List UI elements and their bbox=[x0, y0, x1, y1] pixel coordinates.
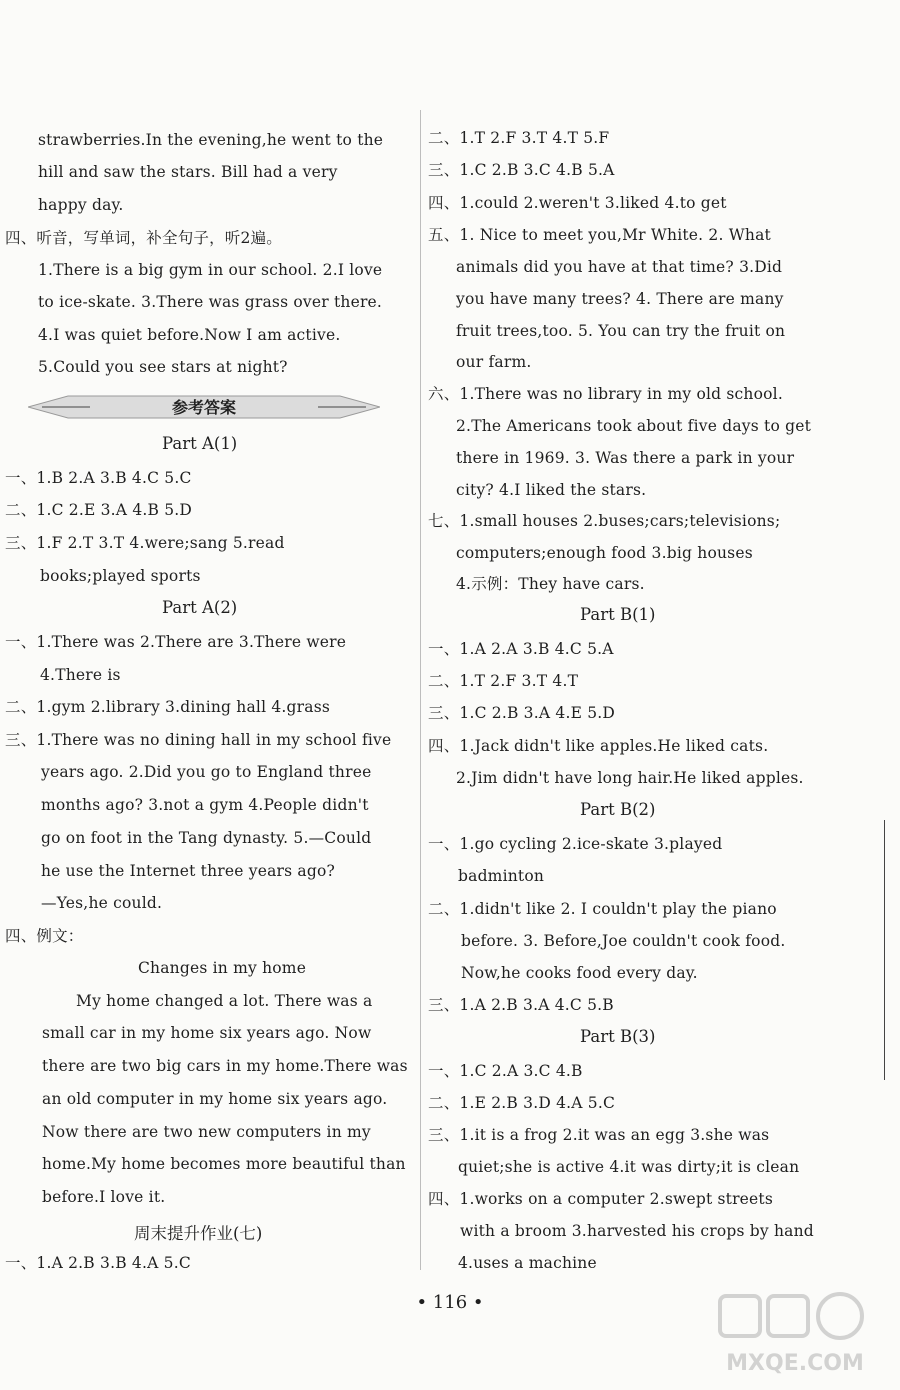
right-answer-line: fruit trees,too. 5. You can try the fruit on bbox=[456, 322, 786, 340]
left-answer-line: to ice-skate. 3.There was grass over there. bbox=[38, 293, 383, 311]
right-answer-line: 二、1.E 2.B 3.D 4.A 5.C bbox=[428, 1094, 616, 1112]
right-answer-line: 4.uses a machine bbox=[458, 1254, 597, 1272]
left-answer-line: 一、1.There was 2.There are 3.There were bbox=[5, 633, 347, 651]
right-answer-line: 二、1.T 2.F 3.T 4.T 5.F bbox=[428, 129, 610, 147]
right-answer-line: 四、1.could 2.weren't 3.liked 4.to get bbox=[428, 194, 727, 212]
right-answer-line: 六、1.There was no library in my old school. bbox=[428, 385, 783, 403]
left-answer-line: years ago. 2.Did you go to England three bbox=[41, 763, 372, 781]
left-answer-line: 二、1.gym 2.library 3.dining hall 4.grass bbox=[5, 698, 331, 716]
left-answer-line: months ago? 3.not a gym 4.People didn't bbox=[41, 796, 369, 814]
left-answer-line: 四、听音，写单词，补全句子，听2遍。 bbox=[5, 229, 282, 247]
banner-title: 参考答案 bbox=[171, 398, 237, 417]
right-answer-line: there in 1969. 3. Was there a park in your bbox=[456, 449, 795, 467]
watermark-text: MXQE.COM bbox=[726, 1351, 864, 1376]
right-answer-line: computers;enough food 3.big houses bbox=[456, 544, 753, 562]
left-answer-line: 三、1.There was no dining hall in my school five bbox=[5, 731, 392, 749]
right-answer-line: 三、1.A 2.B 3.A 4.C 5.B bbox=[428, 996, 614, 1014]
left-answer-line: —Yes,he could. bbox=[41, 894, 163, 912]
left-answer-line: he use the Internet three years ago? bbox=[41, 862, 336, 880]
left-answer-line: 四、例文： bbox=[5, 927, 84, 945]
right-answer-line: 2.Jim didn't have long hair.He liked apples. bbox=[456, 769, 804, 787]
right-answer-line: quiet;she is active 4.it was dirty;it is clean bbox=[458, 1158, 800, 1176]
column-divider bbox=[420, 110, 421, 1270]
left-answer-line: Now there are two new computers in my bbox=[42, 1123, 371, 1141]
right-answer-line: 一、1.go cycling 2.ice-skate 3.played bbox=[428, 835, 723, 853]
right-answer-line: 一、1.C 2.A 3.C 4.B bbox=[428, 1062, 583, 1080]
right-answer-line: 2.The Americans took about five days to get bbox=[456, 417, 812, 435]
right-answer-line: our farm. bbox=[456, 353, 532, 371]
right-answer-line: Now,he cooks food every day. bbox=[461, 964, 698, 982]
right-answer-line: 4.示例：They have cars. bbox=[456, 575, 645, 593]
left-answer-line: small car in my home six years ago. Now bbox=[42, 1024, 372, 1042]
left-answer-line: 4.There is bbox=[40, 666, 121, 684]
left-answer-line: an old computer in my home six years ago. bbox=[42, 1090, 388, 1108]
left-answer-line: 5.Could you see stars at night? bbox=[38, 358, 288, 376]
right-answer-line: 三、1.C 2.B 3.A 4.E 5.D bbox=[428, 704, 616, 722]
right-answer-line: 五、1. Nice to meet you,Mr White. 2. What bbox=[428, 226, 771, 244]
left-answer-line: 三、1.F 2.T 3.T 4.were;sang 5.read bbox=[5, 534, 285, 552]
left-section-heading: 周末提升作业(七) bbox=[134, 1224, 263, 1243]
right-answer-line: you have many trees? 4. There are many bbox=[456, 290, 784, 308]
answer-banner bbox=[28, 393, 380, 421]
right-answer-line: 四、1.Jack didn't like apples.He liked cats. bbox=[428, 737, 769, 755]
page-number: • 116 • bbox=[416, 1292, 484, 1313]
left-answer-line: home.My home becomes more beautiful than bbox=[42, 1155, 406, 1173]
left-answer-line: 二、1.C 2.E 3.A 4.B 5.D bbox=[5, 501, 193, 519]
left-answer-line: 4.I was quiet before.Now I am active. bbox=[38, 326, 341, 344]
left-answer-line: hill and saw the stars. Bill had a very bbox=[38, 163, 338, 181]
watermark-logo bbox=[710, 1290, 880, 1378]
scan-edge-line bbox=[884, 820, 885, 1080]
right-answer-line: 三、1.C 2.B 3.C 4.B 5.A bbox=[428, 161, 615, 179]
left-answer-line: 一、1.B 2.A 3.B 4.C 5.C bbox=[5, 469, 192, 487]
right-answer-line: before. 3. Before,Joe couldn't cook food. bbox=[461, 932, 786, 950]
left-answer-line: there are two big cars in my home.There was bbox=[42, 1057, 408, 1075]
right-section-heading: Part B(3) bbox=[580, 1027, 656, 1046]
left-answer-line: books;played sports bbox=[40, 567, 201, 585]
right-answer-line: animals did you have at that time? 3.Did bbox=[456, 258, 783, 276]
right-answer-line: 一、1.A 2.A 3.B 4.C 5.A bbox=[428, 640, 614, 658]
right-answer-line: city? 4.I liked the stars. bbox=[456, 481, 647, 499]
left-answer-line: Changes in my home bbox=[138, 959, 307, 977]
right-answer-line: 四、1.works on a computer 2.swept streets bbox=[428, 1190, 774, 1208]
left-answer-line: happy day. bbox=[38, 196, 124, 214]
left-section-heading: Part A(1) bbox=[162, 434, 238, 453]
left-section-heading: Part A(2) bbox=[162, 598, 238, 617]
left-answer-line: 1.There is a big gym in our school. 2.I love bbox=[38, 261, 383, 279]
left-answer-line: 一、1.A 2.B 3.B 4.A 5.C bbox=[5, 1254, 191, 1272]
right-answer-line: 二、1.didn't like 2. I couldn't play the piano bbox=[428, 900, 777, 918]
right-answer-line: with a broom 3.harvested his crops by hand bbox=[460, 1222, 814, 1240]
left-answer-line: before.I love it. bbox=[42, 1188, 166, 1206]
right-answer-line: badminton bbox=[458, 867, 545, 885]
right-answer-line: 三、1.it is a frog 2.it was an egg 3.she was bbox=[428, 1126, 770, 1144]
right-answer-line: 七、1.small houses 2.buses;cars;televisions; bbox=[428, 512, 781, 530]
right-section-heading: Part B(1) bbox=[580, 605, 656, 624]
left-answer-line: strawberries.In the evening,he went to the bbox=[38, 131, 384, 149]
right-section-heading: Part B(2) bbox=[580, 800, 656, 819]
left-answer-line: go on foot in the Tang dynasty. 5.—Could bbox=[41, 829, 372, 847]
right-answer-line: 二、1.T 2.F 3.T 4.T bbox=[428, 672, 579, 690]
left-answer-line: My home changed a lot. There was a bbox=[76, 992, 373, 1010]
